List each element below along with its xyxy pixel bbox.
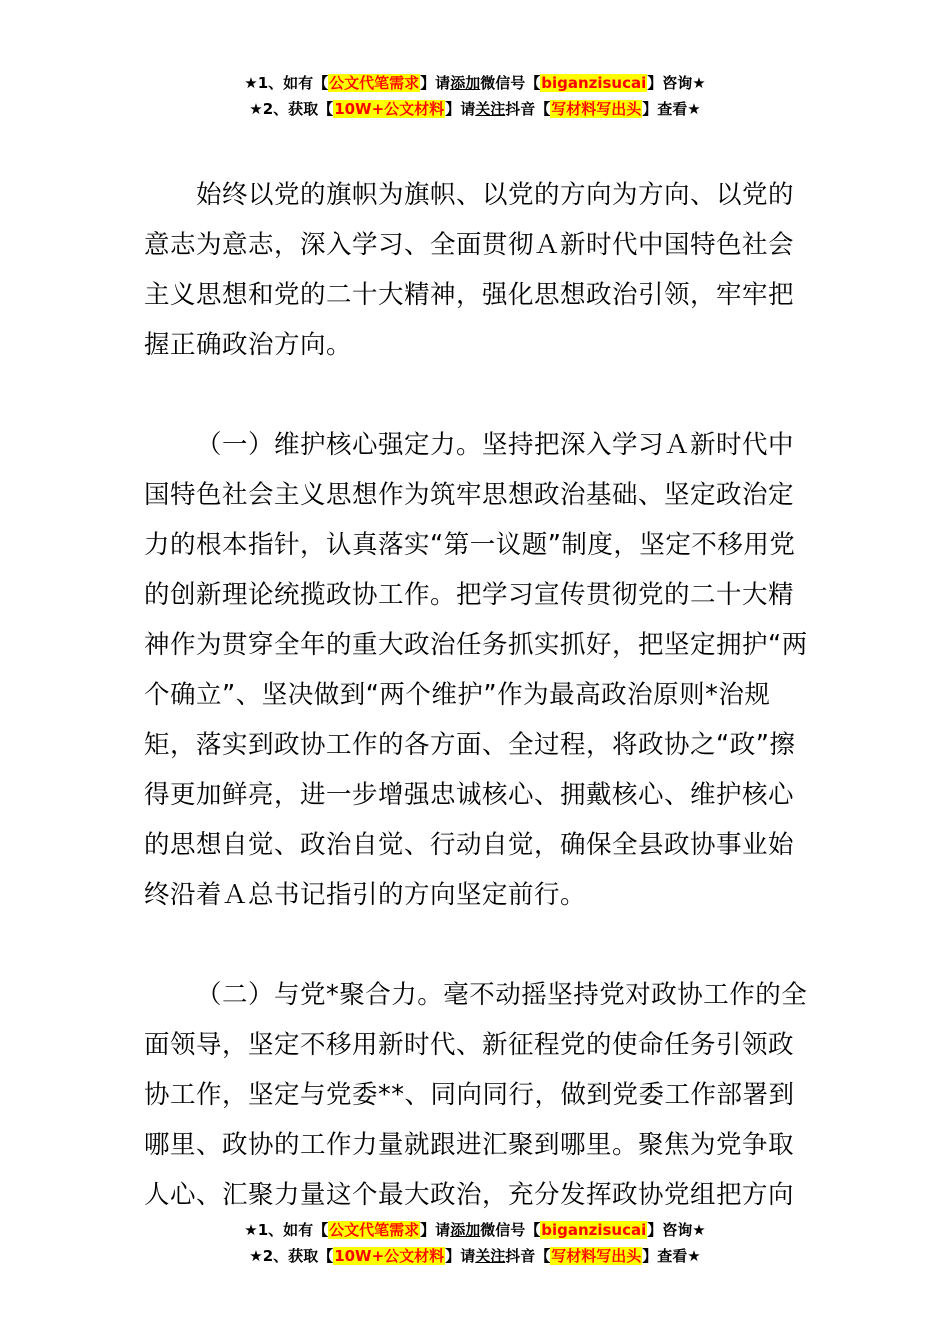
banner-highlight: 公文代笔需求: [329, 74, 420, 92]
banner-line-2: [0, 96, 950, 122]
banner-text: 】请: [420, 1221, 451, 1239]
banner-text: 】请: [445, 100, 476, 118]
banner-text: ★2、获取【: [249, 100, 334, 118]
banner-highlight: 写材料写出头: [551, 100, 642, 118]
banner-text: 】查看★: [642, 100, 701, 118]
banner-text: 】请: [445, 1247, 476, 1265]
banner-text: 】请: [420, 74, 451, 92]
banner-underline: 关注: [475, 1247, 506, 1265]
paragraph-section-2: （二）与党*聚合力。毫不动摇坚持党对政协工作的全面领导，坚定不移用新时代、新征程党的使命任务引领政协工作，坚定与党委**、同向同行，做到党委工作部署到哪里、政协的工作力量就跟进汇聚到哪里。聚焦为党争取人心、汇聚力量这个最大政治，充分发挥政协党组把方向: [144, 980, 808, 1210]
banner-highlight: 10W+公文材料: [334, 1247, 445, 1265]
banner-text: ★2、获取【: [249, 1247, 334, 1265]
banner-highlight: 写材料写出头: [551, 1247, 642, 1265]
banner-highlight: 公文代笔需求: [329, 1221, 420, 1239]
paragraph-intro: 始终以党的旗帜为旗帜、以党的方向为方向、以党的意志为意志，深入学习、全面贯彻Ａ新时代中国特色社会主义思想和党的二十大精神，强化思想政治引领，牢牢把握正确政治方向。: [144, 180, 795, 360]
banner-text: 微信号【: [480, 1221, 541, 1239]
paragraph-section-1: （一）维护核心强定力。坚持把深入学习Ａ新时代中国特色社会主义思想作为筑牢思想政治基础、坚定政治定力的根本指针，认真落实“第一议题”制度，坚定不移用党的创新理论统揽政协工作。把学习宣传贯彻党的二十大精神作为贯穿全年的重大政治任务抓实抓好，把坚定拥护“两个确立”、坚决做到“两个维护”作为最高政治原则*治规矩，落实到政协工作的各方面、全过程，将政协之“政”擦得更加鲜亮，进一步增强忠诚核心、拥戴核心、维护核心的思想自觉、政治自觉、行动自觉，确保全县政协事业始终沿着Ａ总书记指引的方向坚定前行。: [144, 430, 808, 910]
banner-text: 抖音【: [505, 100, 551, 118]
banner-wechat-id: biganzisucai: [541, 1221, 647, 1239]
banner-underline: 关注: [475, 100, 506, 118]
banner-text: 抖音【: [505, 1247, 551, 1265]
banner-wechat-id: biganzisucai: [541, 74, 647, 92]
banner-text: ★1、如有【: [244, 74, 329, 92]
banner-highlight: 10W+公文材料: [334, 100, 445, 118]
banner-text: 】咨询★: [647, 1221, 706, 1239]
banner-text: 】查看★: [642, 1247, 701, 1265]
banner-line-1: [0, 70, 950, 96]
document-body: [144, 170, 814, 1220]
banner-text: 】咨询★: [647, 74, 706, 92]
banner-text: ★1、如有【: [244, 1221, 329, 1239]
banner-text: 微信号【: [480, 74, 541, 92]
banner-line-1: [0, 1217, 950, 1243]
banner-underline: 添加: [450, 74, 481, 92]
banner-underline: 添加: [450, 1221, 481, 1239]
bottom-banner: [0, 1217, 950, 1269]
banner-line-2: [0, 1243, 950, 1269]
top-banner: [0, 70, 950, 122]
